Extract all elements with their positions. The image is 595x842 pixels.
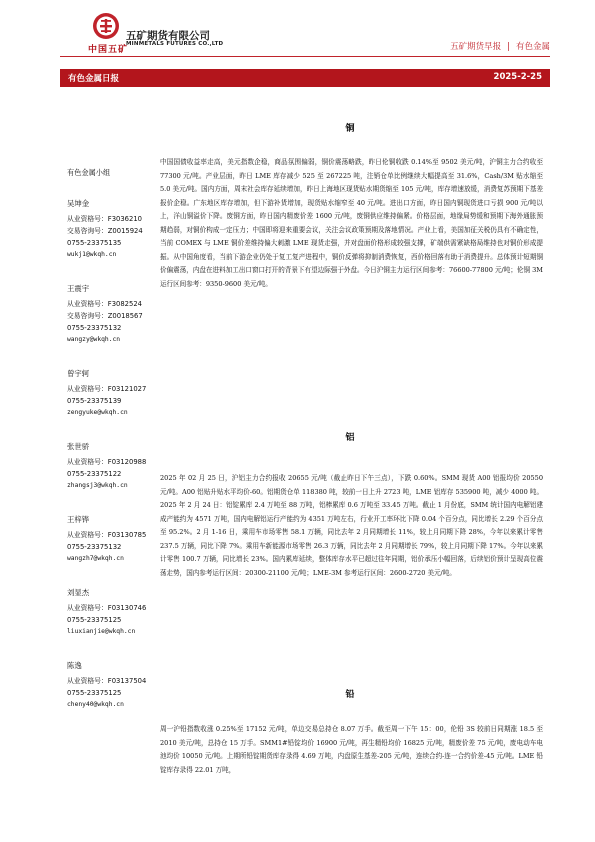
report-date: 2025-2-25 xyxy=(493,72,542,82)
header-rule xyxy=(60,56,550,57)
company-name-en: MINMETALS FUTURES CO.,LTD xyxy=(126,41,224,47)
minmetals-logo-icon xyxy=(92,12,120,40)
analyst-name: 王震宇 xyxy=(67,284,90,293)
analyst-card xyxy=(67,198,157,261)
team-name: 有色金属小组 xyxy=(67,168,111,177)
analyst-consult-license: 交易咨询号：Z0015924 xyxy=(67,227,143,235)
analyst-card xyxy=(67,283,157,346)
analyst-license: 从业资格号：F03121027 xyxy=(67,385,147,393)
analyst-card xyxy=(67,587,157,638)
analyst-card xyxy=(67,660,157,711)
analyst-phone: 0755-23375132 xyxy=(67,324,122,332)
header-separator: | xyxy=(507,42,510,52)
section-body-copper: 中国国债收益率走高，美元指数企稳，商品氛围偏弱，铜价震荡略跌，昨日伦铜收跌 0.14%至 9502 美元/吨，沪铜主力合约收至 77300 元/吨。产业层面，昨日 LME 库存减少 525 至 267225 吨，注销仓单比例继续大幅提高至 31.6%，Cash/3M 贴水缩至 5.0 美元/吨。国内方面，周末社会库存延续增加，昨日上海地区现货贴水期货缩至 105 元/吨，库存增速放缓，消费复苏预期下基差报价企稳。广东地区库存增加，但下游补货增加，现货贴水缩窄至 40 元/吨。进出口方面，昨日国内铜现货进口亏损 900 元/吨以上，洋山铜溢价下降。废铜方面，昨日国内精废价差 1600 元/吨，废铜供应维持偏紧。价格层面，地缘局势缓和预期下海外通胀预期趋弱，对铜价构成一定压力；中国即将迎来重要会议，关注会议政策预期及落地情况。产业上看，美国加征关税仍具有不确定性，当前 COMEX 与 LME 铜价差维持偏大刺激 LME 现货走强，并对盘面价格形成较强支撑，矿端供需紧缺格局维持也对铜价形成提振。从中国角度看，当前下游企业仍处于复工复产进程中，铜价反弹将抑制消费恢复，西价格回落有助于消费提升。总体预计短期铜价偏震荡，内盘在进料加工出口窗口打开的背景下有望边际强于外盘。今日沪铜主力运行区间参考：76600-77800 元/吨；伦铜 3M 运行区间参考：9350-9600 美元/吨。 xyxy=(160,158,543,288)
analyst-email[interactable]: zhangsj3@wkqh.cn xyxy=(67,482,128,489)
analyst-phone: 0755-23375125 xyxy=(67,689,122,697)
analyst-phone: 0755-23375135 xyxy=(67,239,122,247)
header-label-report: 五矿期货早报 xyxy=(450,42,502,52)
analyst-phone: 0755-23375122 xyxy=(67,470,122,478)
analyst-license: 从业资格号：F3036210 xyxy=(67,215,142,223)
report-title: 有色金属日报 xyxy=(68,74,120,84)
analyst-card xyxy=(67,368,157,419)
analyst-license: 从业资格号：F03130746 xyxy=(67,604,147,612)
analyst-phone: 0755-23375139 xyxy=(67,397,122,405)
analyst-sidebar xyxy=(67,168,157,733)
company-name-cn: 五矿期货有限公司 xyxy=(126,30,210,42)
analyst-name: 张世骄 xyxy=(67,442,90,451)
section-title-aluminum: 铝 xyxy=(345,433,355,443)
analyst-email[interactable]: wangzy@wkqh.cn xyxy=(67,336,121,343)
analyst-phone: 0755-23375132 xyxy=(67,543,122,551)
report-banner xyxy=(60,69,550,87)
analyst-card xyxy=(67,441,157,492)
analyst-name: 曾宇轲 xyxy=(67,369,90,378)
analyst-consult-license: 交易咨询号：Z0018567 xyxy=(67,312,143,320)
header-label-sector: 有色金属 xyxy=(515,42,550,52)
analyst-license: 从业资格号：F03130785 xyxy=(67,531,147,539)
analyst-name: 吴坤金 xyxy=(67,199,90,208)
analyst-name: 刘显杰 xyxy=(67,588,90,597)
header-category xyxy=(450,40,550,52)
analyst-name: 王梓铧 xyxy=(67,515,90,524)
analyst-phone: 0755-23375125 xyxy=(67,616,122,624)
section-title-copper: 铜 xyxy=(345,124,355,134)
analyst-license: 从业资格号：F03137504 xyxy=(67,677,147,685)
analyst-name: 陈逸 xyxy=(67,661,82,670)
analyst-license: 从业资格号：F03120988 xyxy=(67,458,147,466)
analyst-email[interactable]: cheny40@wkqh.cn xyxy=(67,701,124,708)
analyst-email[interactable]: wangzh7@wkqh.cn xyxy=(67,555,124,562)
section-body-lead: 周一沪铅指数收涨 0.25%至 17152 元/吨，单边交易总持仓 8.07 万手。截至周一下午 15：00，伦铅 3S 较前日同期涨 18.5 至 2010 美元/吨，总持仓 15 万手。SMM1#铅锭均价 16900 元/吨，再生精铅均价 16825 元/吨，精废价差 75 元/吨，废电动车电池均价 10050 元/吨。上期所铅锭期货库存录得 4.69 万吨，内盘原生基差-205 元/吨，连续合约-连一合约价差-45 元/吨。LME 铅锭库存录得 22.01 万吨， xyxy=(160,725,543,774)
analyst-license: 从业资格号：F3082524 xyxy=(67,300,142,308)
analyst-email[interactable]: liuxianjie@wkqh.cn xyxy=(67,628,136,635)
analyst-email[interactable]: wukj1@wkqh.cn xyxy=(67,251,117,258)
logo-caption: 中国五矿 xyxy=(88,45,129,55)
analyst-card xyxy=(67,514,157,565)
section-body-aluminum: 2025 年 02 月 25 日，沪铝主力合约报收 20655 元/吨（截止昨日下午三点），下跌 0.60%。SMM 现货 A00 铝报均价 20550 元/吨。A00 铝贴升贴水平均价-60。铝期货仓单 118380 吨，较前一日上升 2723 吨，LME 铝库存 535900 吨，减少 4000 吨。2025 年 2 月 24 日：铝锭累库 2.4 万吨至 88 万吨，铝棒累库 0.6 万吨至 33.45 万吨。截止 1 月份底，SMM 统计国内电解铝建成产能约为 4571 万吨，国内电解铝运行产能约为 4351 万吨左右，行业开工率环比下降 0.04 个百分点，同比增长 2.29 个百分点至 95.2%。2 月 1-16 日，乘用车市场零售 58.1 万辆，同比去年 2 月同期增长 11%，较上月同期下降 28%，今年以来累计零售 237.5 万辆，同比下降 7%。乘用车新能源市场零售 26.3 万辆，同比去年 2 月同期增长 79%，较上月同期下降 17%。今年以来累计零售 100.7 万辆，同比增长 23%。国内累库延续，整体库存水平已超过往年同期，铝价承压小幅回落，后续铝价预计呈现高位震荡走势，国内参考运行区间：20300-21100 元/吨；LME-3M 参考运行区间：2600-2720 美元/吨。 xyxy=(160,474,543,577)
section-title-lead: 铅 xyxy=(345,690,355,700)
analyst-email[interactable]: zengyuke@wkqh.cn xyxy=(67,409,128,416)
